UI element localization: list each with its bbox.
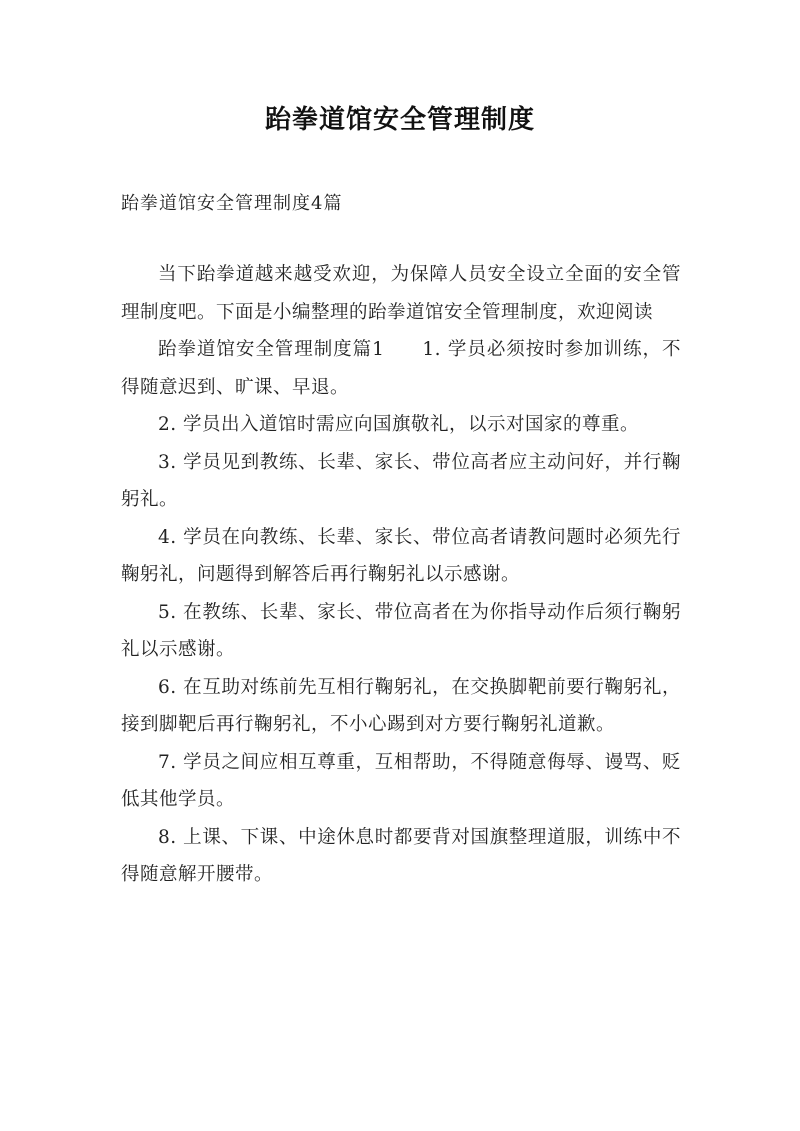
intro-paragraph: 当下跆拳道越来越受欢迎，为保障人员安全设立全面的安全管理制度吧。下面是小编整理的跆拳道馆安全管理制度，欢迎阅读 — [121, 264, 681, 323]
rule-1: 1. 学员必须按时参加训练，不得随意迟到、旷课、早退。 — [121, 339, 681, 398]
document-subtitle: 跆拳道馆安全管理制度4篇 — [121, 193, 343, 214]
rule-4: 4. 学员在向教练、长辈、家长、带位高者请教问题时必须先行鞠躬礼，问题得到解答后再行鞠躬礼以示感谢。 — [121, 526, 681, 585]
rule-3: 3. 学员见到教练、长辈、家长、带位高者应主动问好，并行鞠躬礼。 — [121, 451, 681, 510]
rule-7: 7. 学员之间应相互尊重，互相帮助，不得随意侮辱、谩骂、贬低其他学员。 — [121, 751, 681, 810]
rule-6: 6. 在互助对练前先互相行鞠躬礼，在交换脚靶前要行鞠躬礼，接到脚靶后再行鞠躬礼，不小心踢到对方要行鞠躬礼道歉。 — [121, 676, 681, 735]
section-heading: 跆拳道馆安全管理制度篇1 — [158, 339, 385, 360]
document-body — [121, 256, 681, 894]
section-paragraph — [121, 331, 681, 406]
rule-5: 5. 在教练、长辈、家长、带位高者在为你指导动作后须行鞠躬礼以示感谢。 — [121, 601, 681, 660]
rule-2: 2. 学员出入道馆时需应向国旗敬礼，以示对国家的尊重。 — [158, 414, 640, 435]
document-title: 跆拳道馆安全管理制度 — [264, 105, 535, 135]
rule-8: 8. 上课、下课、中途休息时都要背对国旗整理道服，训练中不得随意解开腰带。 — [121, 826, 681, 885]
